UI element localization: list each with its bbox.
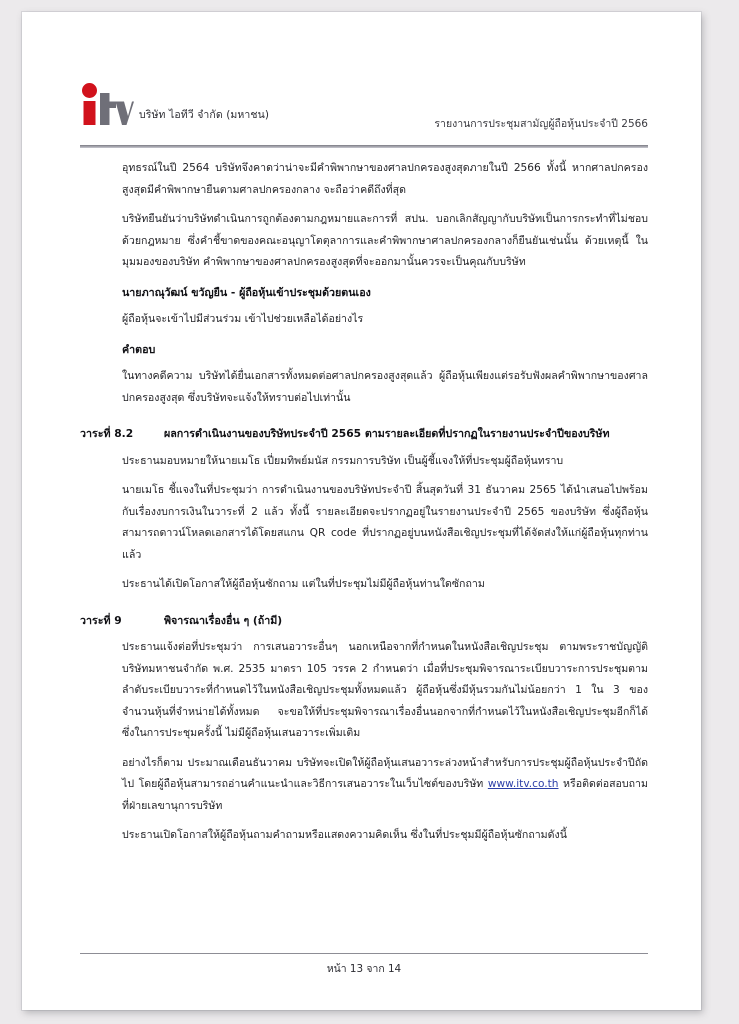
page-number-footer: หน้า 13 จาก 14 — [326, 963, 402, 975]
shareholder-question: ผู้ถือหุ้นจะเข้าไปมีส่วนร่วม เข้าไปช่วยเหลือได้อย่างไร — [122, 313, 364, 325]
agenda-9-paragraph-2-text-after: หรือติดต่อสอบถามที่ฝ่ายเลขานุการบริษัท — [122, 778, 648, 812]
company-name-caption: บริษัท ไอทีวี จำกัด (มหาชน) — [139, 109, 270, 121]
agenda-8-2-paragraph-3: ประธานได้เปิดโอกาสให้ผู้ถือหุ้นซักถาม แต่ในที่ประชุมไม่มีผู้ถือหุ้นท่านใดซักถาม — [122, 578, 485, 590]
document-page — [22, 12, 701, 1010]
agenda-9-title: พิจารณาเรื่องอื่น ๆ (ถ้ามี) — [164, 613, 283, 627]
agenda-8-2-paragraph-1: ประธานมอบหมายให้นายเมโธ เปี่ยมทิพย์มนัส กรรมการบริษัท เป็นผู้ชี้แจงให้ที่ประชุมผู้ถือหุ้นทราบ — [122, 454, 564, 467]
document-header — [80, 82, 648, 138]
paragraph-appeal-2564: อุทธรณ์ในปี 2564 บริษัทจึงคาดว่าน่าจะมีคำพิพากษาของศาลปกครองสูงสุดภายในปี 2566 ทั้งนี้ หากศาลปกครองสูงสุดมีคำพิพากษายืนตามศาลปกครองกลาง จะถือว่าคดีถึงที่สุด — [122, 162, 648, 196]
paragraph-company-confirmation: บริษัทยืนยันว่าบริษัทดำเนินการถูกต้องตามกฎหมายและการที่ สปน. บอกเลิกสัญญากับบริษัทเป็นการกระทำที่ไม่ชอบด้วยกฎหมาย ซึ่งคำชี้ขาดของคณะอนุญาโตตุลาการและคำพิพากษาศาลปกครองกลางก็ยืนยันเช่นนั้น ด้วยเหตุนี้ ในมุมมองของบริษัท คำพิพากษาของศาลปกครองสูงสุดที่จะออกมานั้นควรจะเป็นคุณกับบริษัท — [122, 213, 648, 268]
agenda-9-paragraph-1: ประธานแจ้งต่อที่ประชุมว่า การเสนอวาระอื่นๆ นอกเหนือจากที่กำหนดในหนังสือเชิญประชุม ตามพระราชบัญญัติบริษัทมหาชนจำกัด พ.ศ. 2535 มาตรา 105 วรรค 2 กำหนดว่า เมื่อที่ประชุมพิจารณาระเบียบวาระการประชุมตามลำดับระเบียบวาระที่กำหนดไว้ในหนังสือเชิญประชุมทั้งหมดแล้ว ผู้ถือหุ้นซึ่งมีหุ้นรวมกันไม่น้อยกว่า 1 ใน 3 ของจำนวนหุ้นที่จำหน่ายได้ทั้งหมด จะขอให้ที่ประชุมพิจารณาเรื่องอื่นนอกจากที่กำหนดไว้ในหนังสือเชิญประชุมอีกก็ได้ ซึ่งในการประชุมครั้งนี้ ไม่มีผู้ถือหุ้นเสนอวาระเพิ่มเติม — [122, 641, 648, 739]
answer-heading: คำตอบ — [122, 342, 156, 356]
agenda-8-2-label: วาระที่ 8.2 — [80, 427, 134, 440]
agenda-item-8-2-heading — [80, 423, 648, 445]
page-content — [22, 12, 701, 1010]
agenda-9-paragraph-2-text-before: อย่างไรก็ตาม ประมาณเดือนธันวาคม บริษัทจะเปิดให้ผู้ถือหุ้นเสนอวาระล่วงหน้าสำหรับการประชุมผู้ถือหุ้นประจำปีถัดไป โดยผู้ถือหุ้นสามารถอ่านคำแนะนำและวิธีการเสนอวาระในเว็บไซต์ของบริษัท — [122, 756, 648, 790]
footer-divider — [80, 953, 648, 954]
agenda-9-paragraph-2 — [80, 753, 648, 818]
itv-logo-icon — [80, 82, 134, 126]
company-website-link[interactable]: www.itv.co.th — [487, 778, 559, 790]
company-logo — [80, 82, 269, 126]
agenda-8-2-paragraph-2: นายเมโธ ชี้แจงในที่ประชุมว่า การดำเนินงานของบริษัทประจำปี สิ้นสุดวันที่ 31 ธันวาคม 2565 ได้นำเสนอไปพร้อมกับเรื่องงบการเงินในวาระที่ 2 แล้ว ทั้งนี้ รายละเอียดจะปรากฏอยู่ในรายงานประจำปี 2565 ของบริษัท ซึ่งผู้ถือหุ้นสามารถดาวน์โหลดเอกสารได้โดยสแกน QR code ที่ปรากฏอยู่บนหนังสือเชิญประชุมที่ได้จัดส่งให้แก่ผู้ถือหุ้นทุกท่านแล้ว — [122, 484, 648, 561]
agenda-9-label: วาระที่ 9 — [80, 613, 122, 627]
answer-text: ในทางคดีความ บริษัทได้ยื่นเอกสารทั้งหมดต่อศาลปกครองสูงสุดแล้ว ผู้ถือหุ้นเพียงแต่รอรับฟังผลคำพิพากษาของศาลปกครองสูงสุด ซึ่งบริษัทจะแจ้งให้ทราบต่อไปเท่านั้น — [122, 370, 648, 404]
header-divider — [80, 145, 648, 148]
agenda-item-9-heading — [80, 610, 648, 632]
agenda-9-paragraph-3: ประธานเปิดโอกาสให้ผู้ถือหุ้นถามคำถามหรือแสดงความคิดเห็น ซึ่งในที่ประชุมมีผู้ถือหุ้นซักถามดังนี้ — [122, 829, 567, 841]
agenda-8-2-title: ผลการดำเนินงานของบริษัทประจำปี 2565 ตามรายละเอียดที่ปรากฏในรายงานประจำปีของบริษัท — [164, 427, 610, 440]
report-title: รายงานการประชุมสามัญผู้ถือหุ้นประจำปี 2566 — [434, 118, 648, 130]
shareholder-name-heading: นายภาณุวัฒน์ ขวัญยืน - ผู้ถือหุ้นเข้าประชุมด้วยตนเอง — [122, 285, 371, 299]
document-body — [80, 158, 648, 855]
